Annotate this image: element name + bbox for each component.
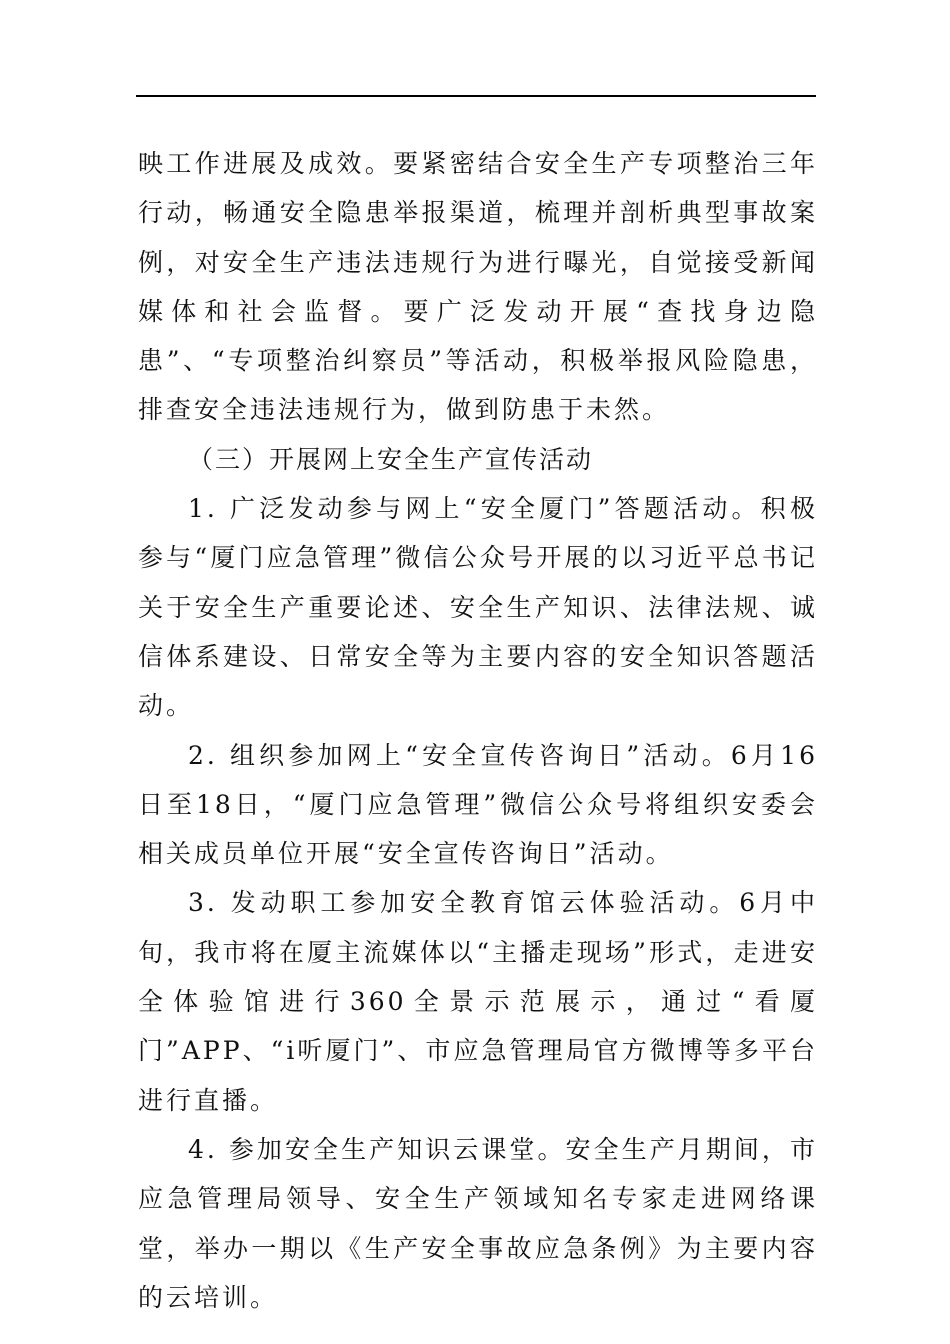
paragraph-item-3: 3. 发动职工参加安全教育馆云体验活动。6月中旬，我市将在厦主流媒体以“主播走现场”形式，走进安全体验馆进行360全景示范展示，通过“看厦门”APP、“i听厦门”、市应急管理局官方微博等多平台进行直播。 <box>138 888 818 1115</box>
paragraph-continuation: 映工作进展及成效。要紧密结合安全生产专项整治三年行动，畅通安全隐患举报渠道，梳理并剖析典型事故案例，对安全生产违法违规行为进行曝光，自觉接受新闻媒体和社会监督。要广泛发动开展“查找身边隐患”、“专项整治纠察员”等活动，积极举报风险隐患，排查安全违法违规行为，做到防患于未然。 <box>138 149 818 425</box>
section-heading: （三）开展网上安全生产宣传活动 <box>188 444 594 474</box>
paragraph-item-1: 1. 广泛发动参与网上“安全厦门”答题活动。积极参与“厦门应急管理”微信公众号开展的以习近平总书记关于安全生产重要论述、安全生产知识、法律法规、诚信体系建设、日常安全等为主要内容的安全知识答题活动。 <box>138 494 818 721</box>
paragraph-item-4: 4. 参加安全生产知识云课堂。安全生产月期间，市应急管理局领导、安全生产领域知名专家走进网络课堂，举办一期以《生产安全事故应急条例》为主要内容的云培训。 <box>138 1134 818 1312</box>
document-body <box>138 139 818 1322</box>
paragraph-item-2: 2. 组织参加网上“安全宣传咨询日”活动。6月16日至18日，“厦门应急管理”微信公众号将组织安委会相关成员单位开展“安全宣传咨询日”活动。 <box>138 740 818 869</box>
header-rule <box>136 95 816 97</box>
